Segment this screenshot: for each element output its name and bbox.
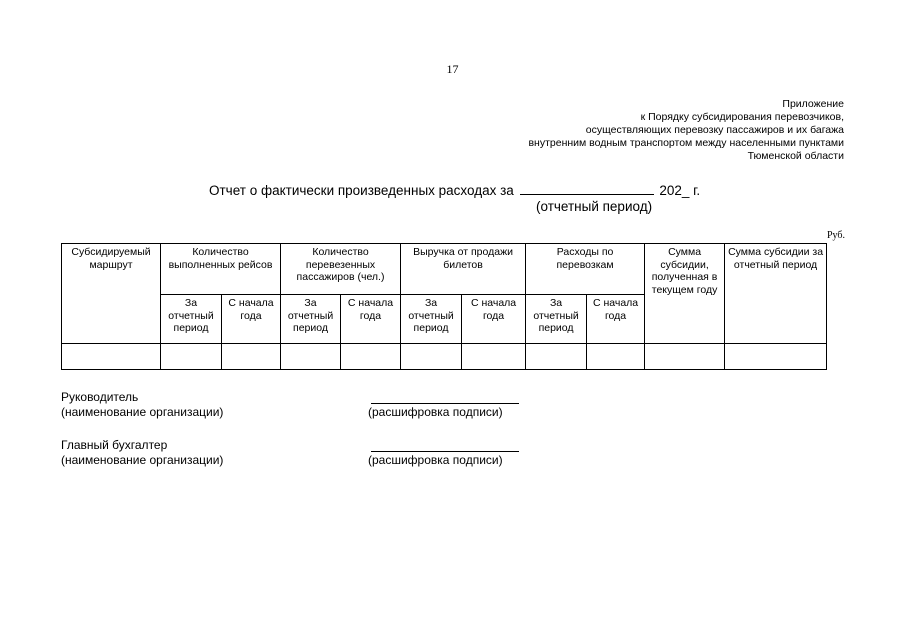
- col-revenue-header: Выручка от продажи билетов: [401, 244, 526, 295]
- table-cell[interactable]: [725, 344, 827, 370]
- head-signature-line[interactable]: [371, 403, 519, 404]
- accountant-signature-block: [61, 438, 223, 468]
- col-route-header: Субсидируемый маршрут: [62, 244, 161, 344]
- head-signature-caption: (расшифровка подписи): [368, 405, 503, 419]
- appendix-line: к Порядку субсидирования перевозчиков,: [640, 111, 844, 123]
- appendix-line: Тюменской области: [747, 150, 844, 162]
- page-number: 17: [446, 62, 459, 76]
- col-passengers-header: Количество перевезенных пассажиров (чел.): [281, 244, 401, 295]
- table-cell[interactable]: [587, 344, 645, 370]
- accountant-role-label: Главный бухгалтер: [61, 438, 168, 452]
- accountant-signature-caption: (расшифровка подписи): [368, 453, 503, 467]
- table-cell[interactable]: [161, 344, 222, 370]
- report-title-prefix: Отчет о фактически произведенных расходах за: [209, 183, 514, 198]
- table-cell[interactable]: [462, 344, 526, 370]
- col-subsidy-received-header: Сумма субсидии, полученная в текущем году: [645, 244, 725, 344]
- report-table: [61, 243, 827, 370]
- report-title-suffix: 202_ г.: [659, 183, 701, 198]
- appendix-line: осуществляющих перевозку пассажиров и их багажа: [585, 124, 844, 136]
- table-cell[interactable]: [401, 344, 462, 370]
- head-signature-block: [61, 390, 223, 420]
- head-org-caption: (наименование организации): [61, 405, 224, 419]
- subcol-ytd: С начала года: [341, 295, 401, 344]
- appendix-header: [528, 98, 844, 163]
- appendix-line: внутренним водным транспортом между населенными пунктами: [528, 137, 844, 149]
- table-cell[interactable]: [341, 344, 401, 370]
- table-cell[interactable]: [281, 344, 341, 370]
- table-header-row: [62, 244, 827, 295]
- subcol-period: За отчетный период: [526, 295, 587, 344]
- period-caption: (отчетный период): [536, 199, 653, 214]
- col-expenses-header: Расходы по перевозкам: [526, 244, 645, 295]
- report-title: [209, 182, 700, 198]
- subcol-ytd: С начала года: [462, 295, 526, 344]
- table-cell[interactable]: [222, 344, 281, 370]
- period-blank-line[interactable]: [520, 182, 654, 195]
- appendix-line: Приложение: [782, 98, 844, 110]
- table-cell[interactable]: [62, 344, 161, 370]
- subcol-ytd: С начала года: [222, 295, 281, 344]
- accountant-signature-line[interactable]: [371, 451, 519, 452]
- accountant-org-caption: (наименование организации): [61, 453, 224, 467]
- table-row: [62, 344, 827, 370]
- table-cell[interactable]: [526, 344, 587, 370]
- head-role-label: Руководитель: [61, 390, 139, 404]
- col-trips-header: Количество выполненных рейсов: [161, 244, 281, 295]
- subcol-period: За отчетный период: [401, 295, 462, 344]
- col-subsidy-period-header: Сумма субсидии за отчетный период: [725, 244, 827, 344]
- table-cell[interactable]: [645, 344, 725, 370]
- subcol-period: За отчетный период: [281, 295, 341, 344]
- subcol-period: За отчетный период: [161, 295, 222, 344]
- currency-label: Руб.: [826, 230, 845, 241]
- subcol-ytd: С начала года: [587, 295, 645, 344]
